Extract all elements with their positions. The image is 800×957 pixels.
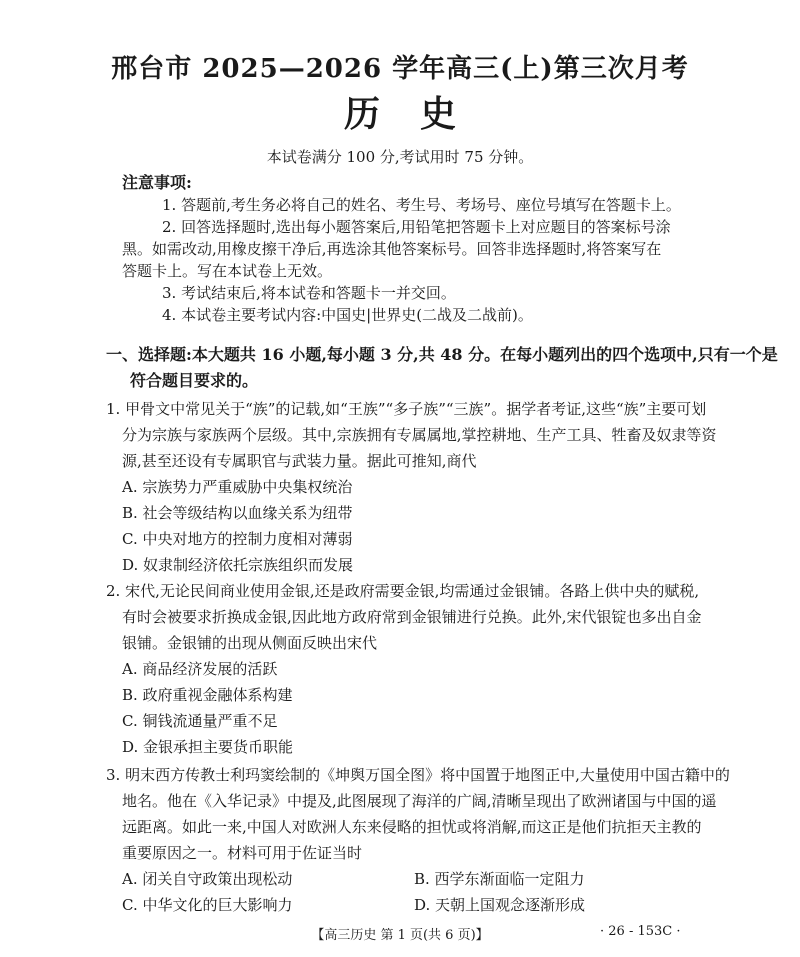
notice-line: 2. 回答选择题时,选出每小题答案后,用铅笔把答题卡上对应题目的答案标号涂 <box>162 218 671 236</box>
question-stem-line: 银铺。金银铺的出现从侧面反映出宋代 <box>122 634 378 652</box>
question-stem-line: 1. 甲骨文中常见关于“族”的记载,如“王族”“多子族”“三族”。据学者考证,这些“族”主要可划 <box>106 400 707 418</box>
notice-line: 3. 考试结束后,将本试卷和答题卡一并交回。 <box>162 284 456 302</box>
page-footer: 【高三历史 第 1 页(共 6 页)】 <box>311 928 489 943</box>
question-stem-line: 分为宗族与家族两个层级。其中,宗族拥有专属属地,掌控耕地、生产工具、牲畜及奴隶等资 <box>122 426 717 444</box>
paper-code: · 26 - 153C · <box>600 924 681 939</box>
score-info: 本试卷满分 100 分,考试用时 75 分钟。 <box>266 148 534 166</box>
option-b: B. 政府重视金融体系构建 <box>122 686 293 704</box>
option-b: B. 社会等级结构以血缘关系为纽带 <box>122 504 353 522</box>
option-c: C. 中华文化的巨大影响力 <box>122 896 293 914</box>
notice-line: 黑。如需改动,用橡皮擦干净后,再选涂其他答案标号。回答非选择题时,将答案写在 <box>122 240 662 258</box>
question-stem-line: 3. 明末西方传教士利玛窦绘制的《坤舆万国全图》将中国置于地图正中,大量使用中国古籍中的 <box>106 766 730 784</box>
exam-title: 邢台市 2025—2026 学年高三(上)第三次月考 <box>111 54 689 84</box>
option-a: A. 商品经济发展的活跃 <box>122 660 278 678</box>
section-heading-cont: 符合题目要求的。 <box>130 371 259 390</box>
question-stem-line: 2. 宋代,无论民间商业使用金银,还是政府需要金银,均需通过金银铺。各路上供中央的赋税, <box>106 582 700 600</box>
option-a: A. 宗族势力严重威胁中央集权统治 <box>122 478 353 496</box>
section-heading: 一、选择题:本大题共 16 小题,每小题 3 分,共 48 分。在每小题列出的四个选项中,只有一个是 <box>106 345 778 364</box>
option-a: A. 闭关自守政策出现松动 <box>122 870 293 888</box>
option-d: D. 金银承担主要货币职能 <box>122 738 294 756</box>
question-stem-line: 地名。他在《入华记录》中提及,此图展现了海洋的广阔,清晰呈现出了欧洲诸国与中国的遥 <box>122 792 717 810</box>
subject-title: 历史 <box>343 93 496 135</box>
question-stem-line: 远距离。如此一来,中国人对欧洲人东来侵略的担忧或将消解,而这正是他们抗拒天主教的 <box>122 818 702 836</box>
question-stem-line: 源,甚至还设有专属职官与武装力量。据此可推知,商代 <box>122 452 477 470</box>
notice-line: 4. 本试卷主要考试内容:中国史|世界史(二战及二战前)。 <box>162 306 533 324</box>
notice-line: 1. 答题前,考生务必将自己的姓名、考生号、考场号、座位号填写在答题卡上。 <box>162 196 681 214</box>
option-c: C. 中央对地方的控制力度相对薄弱 <box>122 530 353 548</box>
notice-line: 答题卡上。写在本试卷上无效。 <box>122 262 333 280</box>
question-stem-line: 重要原因之一。材料可用于佐证当时 <box>122 844 363 862</box>
option-d: D. 奴隶制经济依托宗族组织而发展 <box>122 556 354 574</box>
question-stem-line: 有时会被要求折换成金银,因此地方政府常到金银铺进行兑换。此外,宋代银锭也多出自金 <box>122 608 702 626</box>
option-b: B. 西学东渐面临一定阻力 <box>414 870 585 888</box>
option-c: C. 铜钱流通量严重不足 <box>122 712 278 730</box>
option-d: D. 天朝上国观念逐渐形成 <box>414 896 586 914</box>
notice-heading: 注意事项: <box>122 173 192 192</box>
